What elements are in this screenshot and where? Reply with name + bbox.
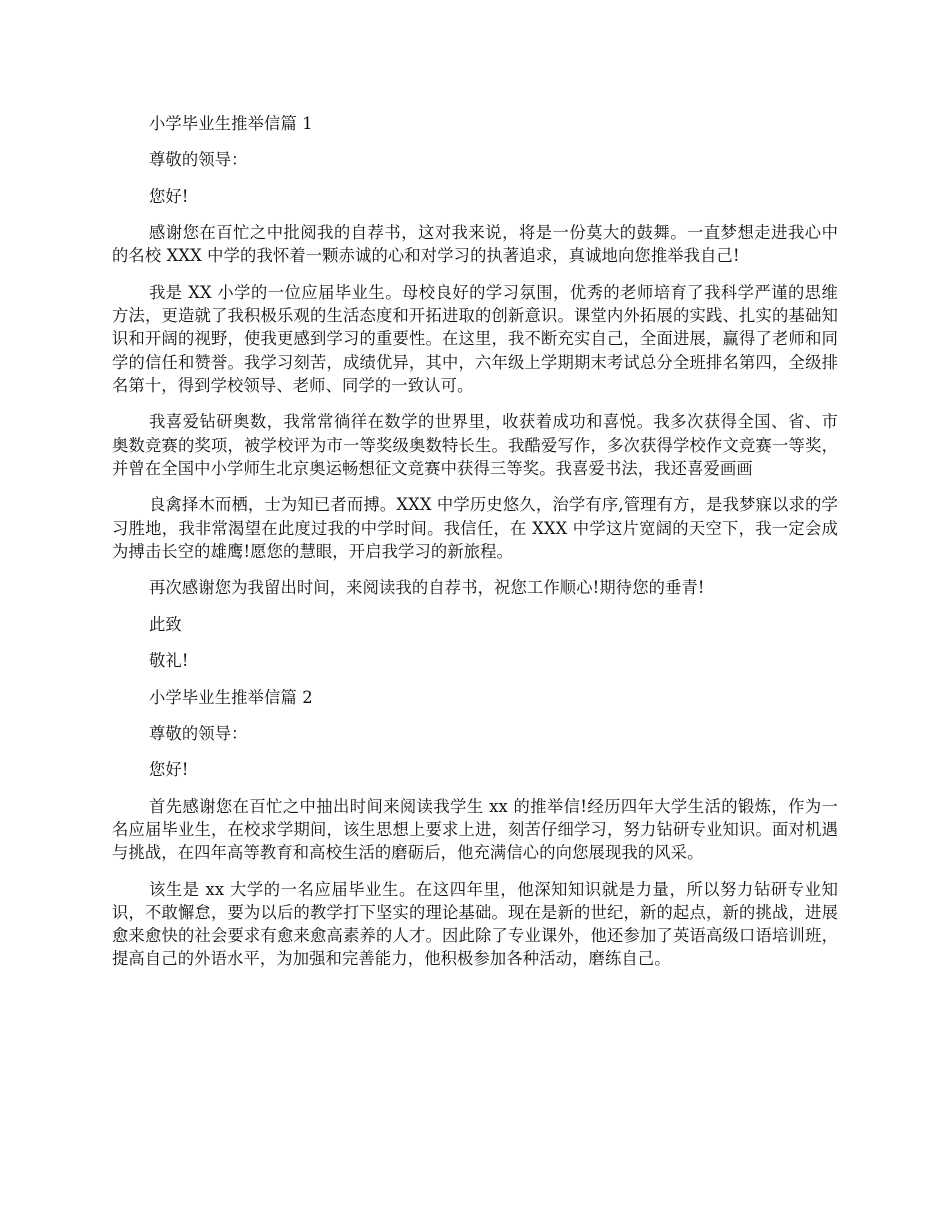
letter1-title: 小学毕业生推举信篇 1 [149, 114, 313, 133]
letter1-paragraph: 良禽择木而栖，士为知已者而搏。XXX 中学历史悠久，治学有序,管理有方，是我梦寐以求的学习胜地，我非常渴望在此度过我的中学时间。我信任，在 XXX 中学这片宽阔的天空下，我一定会成为搏击长空的雄鹰!愿您的慧眼，开启我学习的新旅程。 [112, 495, 838, 561]
letter1-paragraph: 我是 XX 小学的一位应届毕业生。母校良好的学习氛围，优秀的老师培育了我科学严谨的思维方法，更造就了我积极乐观的生活态度和开拓进取的创新意识。课堂内外拓展的实践、扎实的基础知识和开阔的视野，使我更感到学习的重要性。在这里，我不断充实自己，全面进展，赢得了老师和同学的信任和赞誉。我学习刻苦，成绩优异，其中，六年级上学期期末考试总分全班排名第四，全级排名第十，得到学校领导、老师、同学的一致认可。 [112, 282, 838, 395]
letter1-paragraph: 我喜爱钻研奥数，我常常徜徉在数学的世界里，收获着成功和喜悦。我多次获得全国、省、市奥数竞赛的奖项，被学校评为市一等奖级奥数特长生。我酷爱写作，多次获得学校作文竞赛一等奖，并曾在全国中小学师生北京奥运畅想征文竞赛中获得三等奖。我喜爱书法，我还喜爱画画 [112, 412, 838, 478]
letter1-closing: 敬礼! [149, 651, 189, 671]
letter1-greeting: 您好! [149, 186, 189, 206]
letter1-closing: 此致 [149, 614, 182, 634]
letter2-paragraph: 首先感谢您在百忙之中抽出时间来阅读我学生 xx 的推举信!经历四年大学生活的锻炼，作为一名应届毕业生，在校求学期间，该生思想上要求上进，刻苦仔细学习，努力钻研专业知识。面对机遇与挑战，在四年高等教育和高校生活的磨砺后，他充满信心的向您展现我的风采。 [112, 796, 838, 863]
letter2-paragraph: 该生是 xx 大学的一名应届毕业生。在这四年里，他深知知识就是力量，所以努力钻研专业知识，不敢懈怠，要为以后的教学打下坚实的理论基础。现在是新的世纪，新的起点，新的挑战，进展愈来愈快的社会要求有愈来愈高素养的人才。因此除了专业课外，他还参加了英语高级口语培训班，提高自己的外语水平，为加强和完善能力，他积极参加各种活动，磨练自己。 [112, 879, 838, 969]
letter2-title: 小学毕业生推举信篇 2 [149, 687, 313, 707]
letter1-paragraph: 感谢您在百忙之中批阅我的自荐书，这对我来说，将是一份莫大的鼓舞。一直梦想走进我心中的名校 XXX 中学的我怀着一颗赤诚的心和对学习的执著追求，真诚地向您推举我自己! [112, 223, 838, 266]
letter2-salutation: 尊敬的领导： [149, 723, 248, 743]
letter1-paragraph: 再次感谢您为我留出时间，来阅读我的自荐书，祝您工作顺心!期待您的垂青! [149, 578, 705, 598]
document-page [112, 112, 838, 984]
letter1-salutation: 尊敬的领导： [149, 150, 248, 170]
letter2-greeting: 您好! [149, 760, 189, 780]
